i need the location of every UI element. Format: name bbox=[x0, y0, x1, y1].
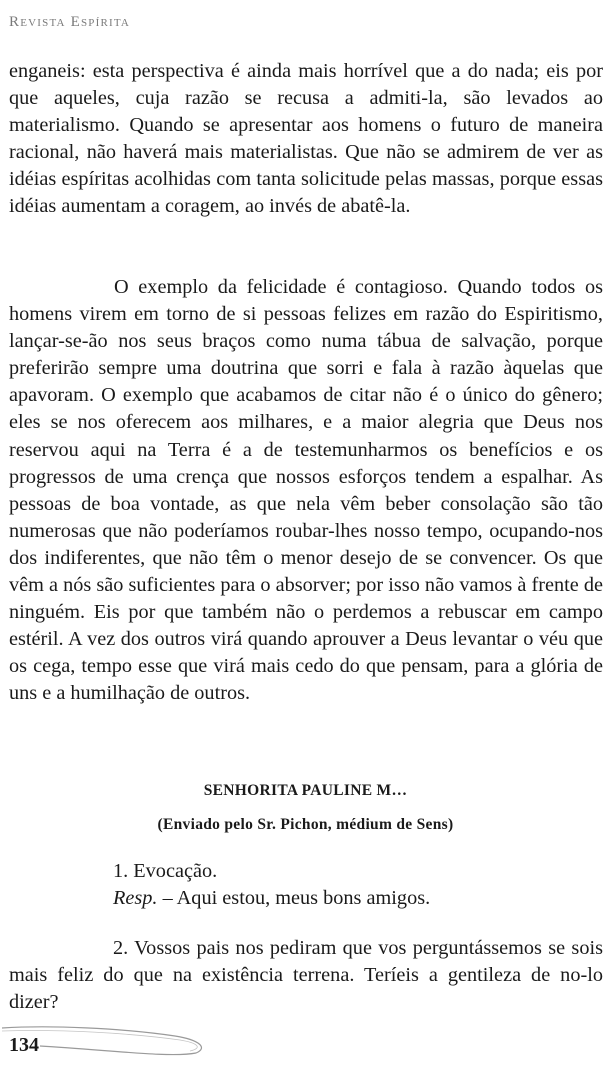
paragraph-1: enganeis: esta perspectiva é ainda mais horrível que a do nada; eis por que aqueles, cuja razão se recusa a admiti-la, são levados ao materialismo. Quando se apresentar aos homens o futuro de maneira racional, não haverá mais materialistas. Que não se admirem de ver as idéias espíritas acolhidas com tanta solicitude pelas massas, porque essas idéias aumentam a coragem, ao invés de abatê-la. bbox=[9, 60, 603, 218]
section-subtitle: (Enviado pelo Sr. Pichon, médium de Sens) bbox=[157, 816, 454, 833]
response-label: Resp. bbox=[113, 887, 158, 909]
section-title: SENHORITA PAULINE M… bbox=[203, 782, 408, 799]
question-1: 1. Evocação. bbox=[113, 860, 218, 882]
response-1 bbox=[113, 885, 430, 912]
running-header: Revista Espírita bbox=[9, 14, 131, 30]
paragraph-3: 2. Vossos pais nos pediram que vos perguntássemos se sois mais feliz do que na existência terrena. Teríeis a gentileza de no-lo dizer? bbox=[9, 937, 603, 1014]
page-number: 134 bbox=[9, 1034, 39, 1056]
paragraph-2: O exemplo da felicidade é contagioso. Quando todos os homens virem em torno de si pessoas felizes em razão do Espiritismo, lançar-se-ão nos seus braços como numa tábua de salvação, porque preferirão sempre uma doutrina que sorri e fala à razão àquelas que apavoram. O exemplo que acabamos de citar não é o único do gênero; eles se nos oferecem aos milhares, e a maior alegria que Deus nos reservou aqui na Terra é a de testemunharmos os benefícios e os progressos de uma crença que nossos esforços tendem a espalhar. As pessoas de boa vontade, as que nela vêm beber consolação são tão numerosas que não poderíamos roubar-lhes nosso tempo, ocupando-nos dos indiferentes, que não têm o menor desejo de se convencer. Os que vêm a nós são suficientes para o absorver; por isso não vamos à frente de ninguém. Eis por que também não o perdemos a rebuscar em campo estéril. A vez dos outros virá quando aprouver a Deus levantar o véu que os cega, tempo esse que virá mais cedo do que pensam, para a glória de uns e a humilhação de outros. bbox=[9, 276, 603, 705]
response-text: – Aqui estou, meus bons amigos. bbox=[157, 887, 431, 909]
